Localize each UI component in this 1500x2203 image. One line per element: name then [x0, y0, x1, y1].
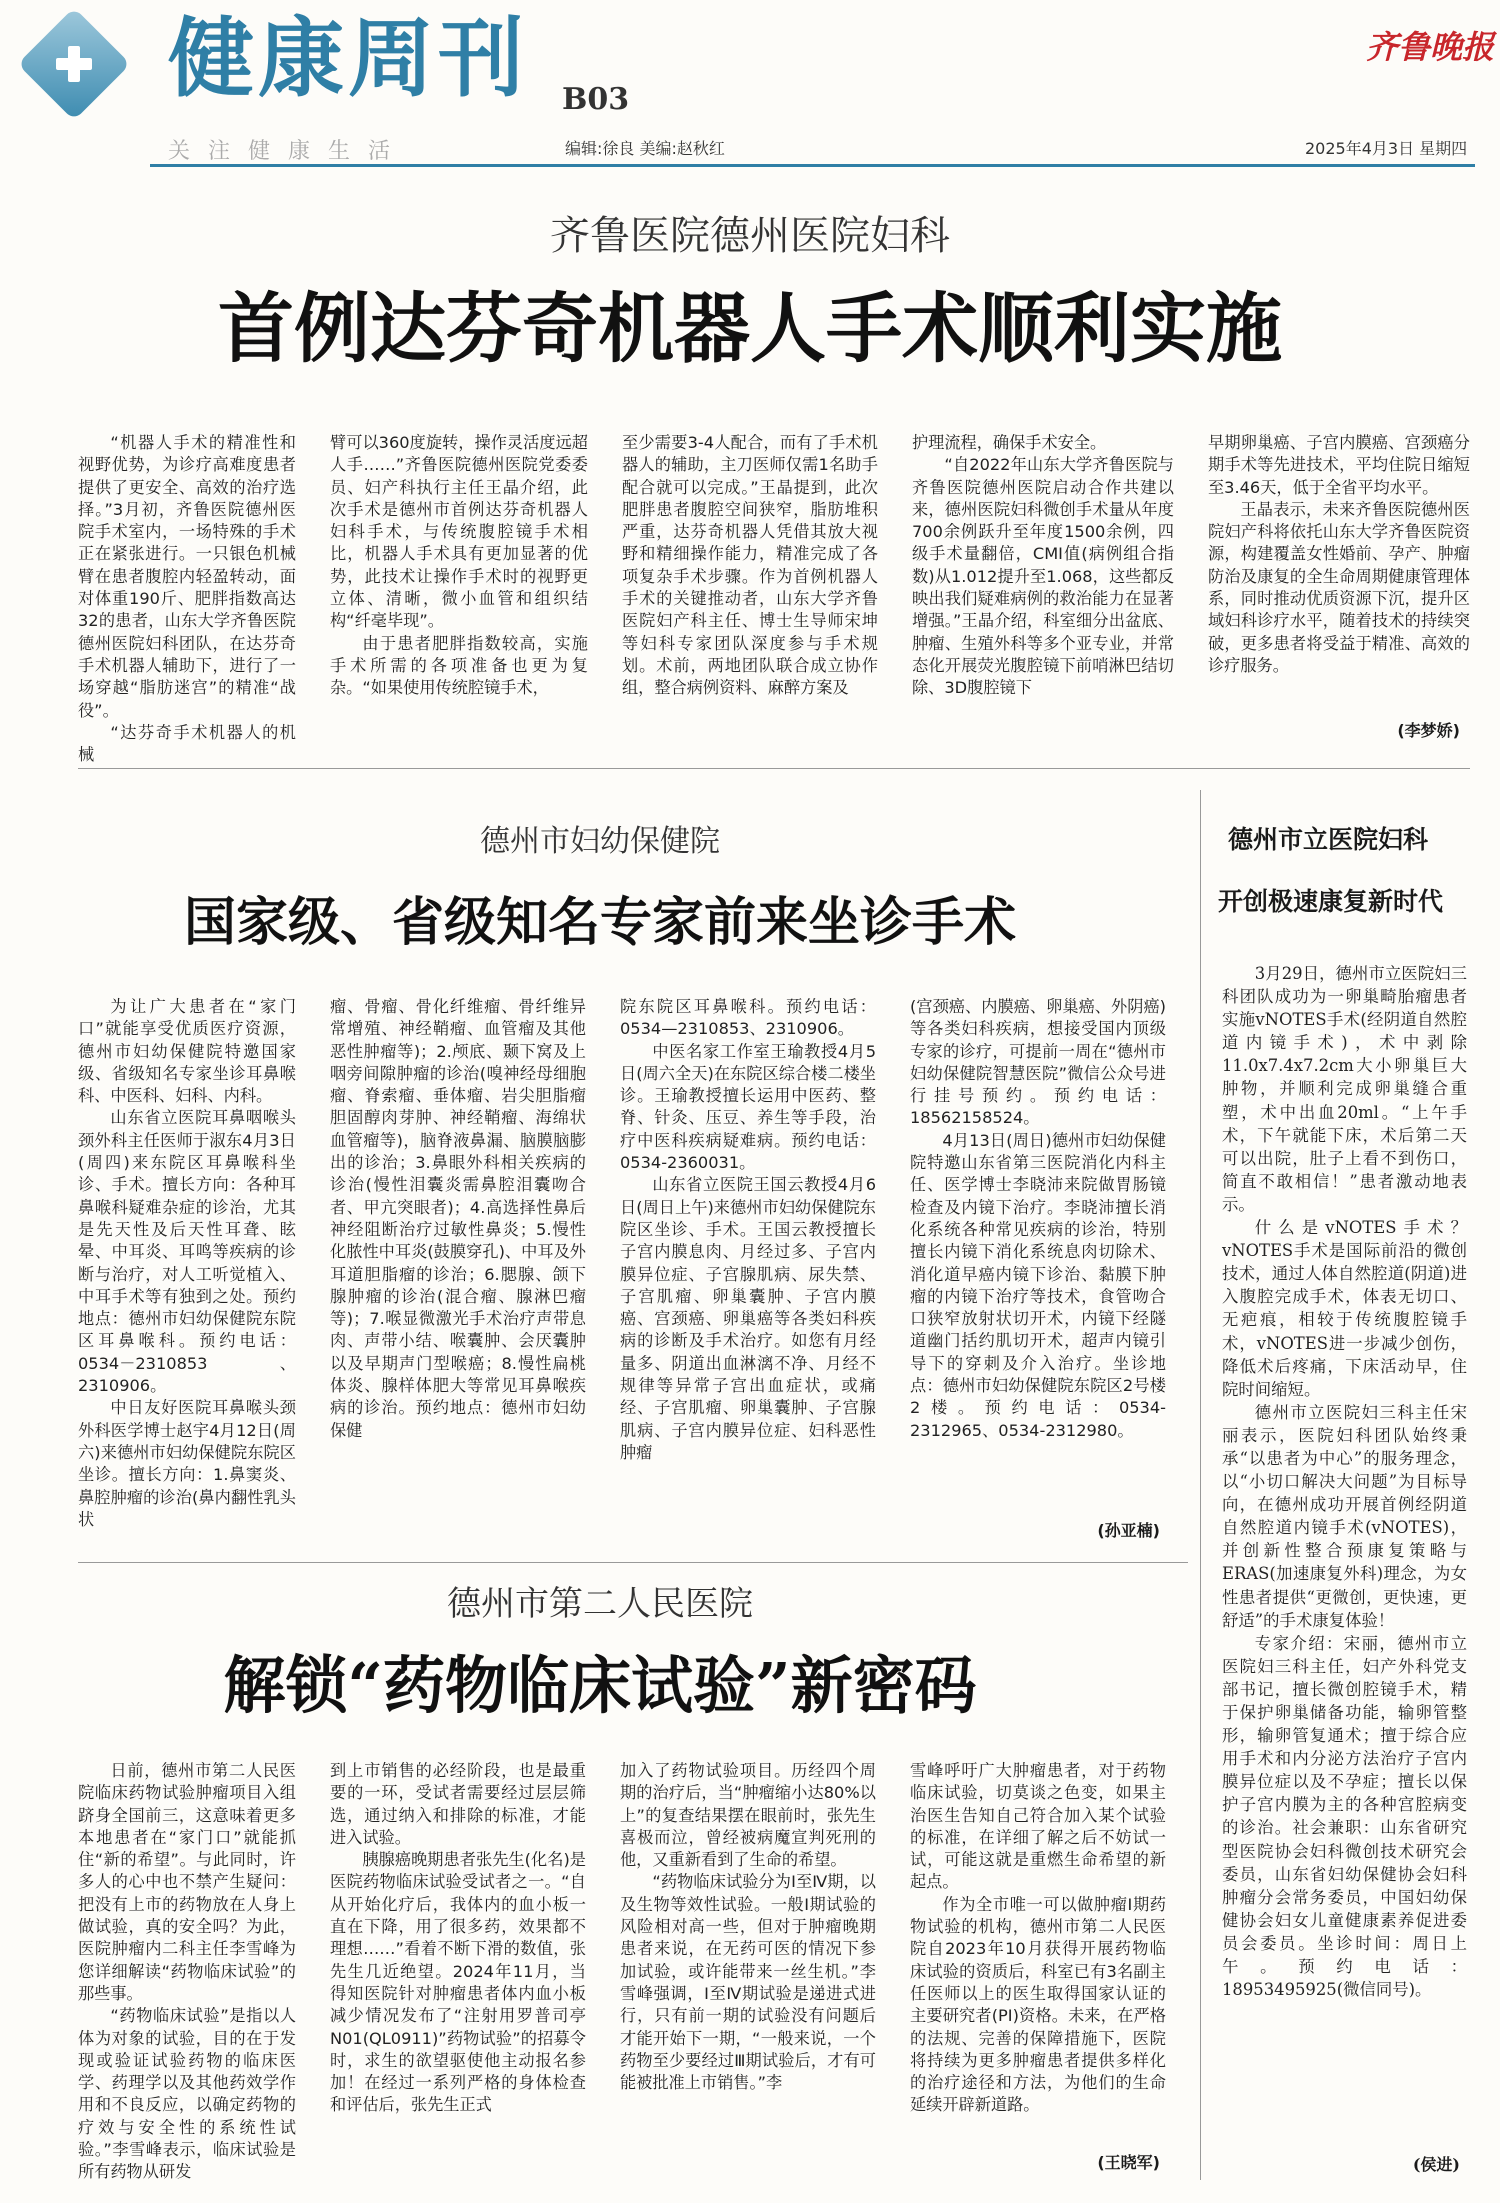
- paragraph: 作为全市唯一可以做肿瘤Ⅰ期药物试验的机构，德州市第二人民医院自2023年10月获得开展药物临床试验的资质后，科室已有3名副主任医师以上的医生取得国家认证的主要研究者(PI)资格。未来，在严格的法规、完善的保障措施下，医院将持续为更多肿瘤患者提供多样化的治疗途径和方法，为他们的生命延续开辟新道路。: [910, 1894, 1166, 2115]
- paragraph: 3月29日，德州市立医院妇三科团队成功为一卵巢畸胎瘤患者实施vNOTES手术(经阴道自然腔道内镜手术)，术中剥除11.0x7.4x7.2cm大小卵巢巨大肿物，并顺利完成卵巢缝合重塑，术中出血20ml。“上午手术，下午就能下床，术后第二天可以出院，肚子上看不到伤口，简直不敢相信！”患者激动地表示。: [1222, 964, 1467, 1214]
- article1-headline: 首例达芬奇机器人手术顺利实施: [218, 284, 1282, 373]
- paragraph: 胰腺癌晚期患者张先生(化名)是医院药物临床试验受试者之一。“自从开始化疗后，我体内的血小板一直在下降，用了很多药，效果都不理想……”看着不断下滑的数值，张先生几近绝望。2024年11月，当得知医院针对肿瘤患者体内血小板减少情况发布了“注射用罗普司亭N01(QL0911)”药物试验”的招募令时，求生的欲望驱使他主动报名参加！在经过一系列严格的身体检查和评估后，张先生正式: [330, 1850, 586, 2115]
- article3-byline: (王晓军): [1097, 2153, 1160, 2172]
- paragraph: “药物临床试验”是指以人体为对象的试验，目的在于发现或验证试验药物的临床医学、药理学以及其他药效学作用和不良反应，以确定药物的疗效与安全性的系统性试验。”李雪峰表示，临床试验是所有药物从研发: [78, 2006, 296, 2182]
- article2-column: [78, 996, 296, 1548]
- sidebar-divider: [1200, 790, 1201, 2180]
- sidebar-headline: 开创极速康复新时代: [1218, 887, 1444, 916]
- article2-column: [620, 996, 876, 1548]
- article3-kicker: 德州市第二人民医院: [447, 1584, 753, 1624]
- article2-kicker: 德州市妇幼保健院: [480, 824, 720, 859]
- article1-column: [912, 432, 1174, 744]
- paragraph: 4月13日(周日)德州市妇幼保健院特邀山东省第三医院消化内科主任、医学博士李晓沛来院做胃肠镜检查及内镜下治疗。李晓沛擅长消化系统各种常见疾病的诊治，特别擅长内镜下消化系统息肉切除术、消化道早癌内镜下诊治、黏膜下肿瘤的内镜下治疗等技术，食管吻合口狭窄放射状切开术，内镜下经隧道幽门括约肌切开术，超声内镜引导下的穿刺及介入治疗。坐诊地点：德州市妇幼保健院东院区2号楼2楼。预约电话：0534-2312965、0534-2312980。: [910, 1130, 1166, 1440]
- article2-column: [330, 996, 586, 1548]
- paragraph: 专家介绍：宋丽，德州市立医院妇三科主任，妇产外科党支部书记，擅长微创腔镜手术，精于保护卵巢储备功能，输卵管整形，输卵管复通术；擅于综合应用手术和内分泌方法治疗子宫内膜异位症以及不孕症；擅长以保护子宫内膜为主的各种宫腔病变的诊治。社会兼职：山东省研究型医院协会妇科微创技术研究会委员，山东省妇幼保健协会妇科肿瘤分会常务委员，中国妇幼保健协会妇女儿童健康素养促进委员会委员。坐诊时间：周日上午。预约电话：18953495925(微信同号)。: [1222, 1633, 1467, 2000]
- paragraph: 雪峰呼吁广大肿瘤患者，对于药物临床试验，切莫谈之色变，如果主治医生告知自己符合加入某个试验的标准，在详细了解之后不妨试一试，可能这就是重燃生命希望的新起点。: [910, 1761, 1166, 1892]
- article2-headline: 国家级、省级知名专家前来坐诊手术: [183, 892, 1016, 953]
- paragraph: 臂可以360度旋转，操作灵活度远超人手……”齐鲁医院德州医院党委委员、妇产科执行主任王晶介绍，此次手术是德州市首例达芬奇机器人妇科手术，与传统腹腔镜手术相比，机器人手术具有更加显著的优势，此技术让操作手术时的视野更立体、清晰，微小血管和组织结构“纤毫毕现”。: [330, 433, 588, 631]
- paragraph: 至少需要3-4人配合，而有了手术机器人的辅助，主刀医师仅需1名助手配合就可以完成。”王晶提到，此次肥胖患者腹腔空间狭窄，脂肪堆积严重，达芬奇机器人凭借其放大视野和精细操作能力，精准完成了各项复杂手术步骤。作为首例机器人手术的关键推动者，山东大学齐鲁医院妇产科主任、博士生导师宋坤等妇科专家团队深度参与手术规划。术前，两地团队联合成立协作组，整合病例资料、麻醉方案及: [622, 433, 878, 698]
- paragraph: 由于患者肥胖指数较高，实施手术所需的各项准备也更为复杂。“如果使用传统腔镜手术，: [330, 633, 588, 698]
- section-divider: [78, 1562, 1188, 1563]
- article1-column: [78, 432, 296, 765]
- paragraph: 什么是vNOTES手术？vNOTES手术是国际前沿的微创技术，通过人体自然腔道(阴道)进入腹腔完成手术，体表无切口、无疤痕，相较于传统腹腔镜手术，vNOTES进一步减少创伤，降低术后疼痛，下床活动早，住院时间缩短。: [1222, 1218, 1467, 1399]
- paragraph: 瘤、骨瘤、骨化纤维瘤、骨纤维异常增殖、神经鞘瘤、血管瘤及其他恶性肿瘤等)；2.颅底、颞下窝及上咽旁间隙肿瘤的诊治(嗅神经母细胞瘤、脊索瘤、垂体瘤、岩尖胆脂瘤胆固醇肉芽肿、神经鞘瘤、海绵状血管瘤等)，脑脊液鼻漏、脑膜脑膨出的诊治；3.鼻眼外科相关疾病的诊治(慢性泪囊炎需鼻腔泪囊吻合者、甲亢突眼者)；4.高选择性鼻后神经阻断治疗过敏性鼻炎；5.慢性化脓性中耳炎(鼓膜穿孔)、中耳及外耳道胆脂瘤的诊治；6.腮腺、颌下腺肿瘤的诊治(混合瘤、腺淋巴瘤等)；7.喉显微激光手术治疗声带息肉、声带小结、喉囊肿、会厌囊肿以及早期声门型喉癌；8.慢性扁桃体炎、腺样体肥大等常见耳鼻喉疾病的诊治。预约地点：德州市妇幼保健: [330, 997, 586, 1440]
- paragraph: 德州市立医院妇三科主任宋丽表示，医院妇科团队始终秉承“以患者为中心”的服务理念，以“小切口解决大问题”为目标导向，在德州成功开展首例经阴道自然腔道内镜手术(vNOTES)，并创新性整合预康复策略与ERAS(加速康复外科)理念，为女性患者提供“更微创，更快速，更舒适”的手术康复体验！: [1222, 1402, 1467, 1630]
- editors: 编辑:徐良 美编:赵秋红: [565, 139, 725, 158]
- article1-column: [330, 432, 588, 744]
- article1-kicker: 齐鲁医院德州医院妇科: [550, 213, 950, 259]
- article1-column: [622, 432, 878, 744]
- article3-column: [330, 1760, 586, 2178]
- paragraph: “自2022年山东大学齐鲁医院与齐鲁医院德州医院启动合作共建以来，德州医院妇科微创手术量从年度700余例跃升至年度1500余例，四级手术量翻倍，CMI值(病例组合指数)从1.012提升至1.068，这些都反映出我们疑难病例的救治能力在显著增强。”王晶介绍，科室细分出盆底、肿瘤、生殖外科等多个亚专业，并常态化开展荧光腹腔镜下前哨淋巴结切除、3D腹腔镜下: [912, 455, 1174, 698]
- sidebar-body: [1222, 962, 1467, 2152]
- paragraph: 山东省立医院耳鼻咽喉头颈外科主任医师于淑东4月3日(周四)来东院区耳鼻喉科坐诊、手术。擅长方向：各种耳鼻喉科疑难杂症的诊治，尤其是先天性及后天性耳聋、眩晕、中耳炎、耳鸣等疾病的诊断与治疗，对人工听觉植入、中耳手术等有独到之处。预约地点：德州市妇幼保健院东院区耳鼻喉科。预约电话：0534－2310853、2310906。: [78, 1108, 296, 1396]
- sidebar-byline: (侯进): [1412, 2155, 1460, 2174]
- article2-byline: (孙亚楠): [1097, 1521, 1160, 1540]
- newspaper-brand: 齐鲁晚报: [1366, 28, 1495, 66]
- article1-byline: (李梦娇): [1397, 721, 1460, 740]
- medical-cross-icon: [54, 44, 94, 84]
- paragraph: 山东省立医院王国云教授4月6日(周日上午)来德州市妇幼保健院东院区坐诊、手术。王国云教授擅长子宫内膜息肉、月经过多、子宫内膜异位症、子宫腺肌病、尿失禁、子宫肌瘤、卵巢囊肿、子宫内膜癌、宫颈癌、卵巢癌等各类妇科疾病的诊断及手术治疗。如您有月经量多、阴道出血淋漓不净、月经不规律等异常子宫出血症状，或痛经、子宫肌瘤、卵巢囊肿、子宫腺肌病、子宫内膜异位症、妇科恶性肿瘤: [620, 1175, 876, 1462]
- paragraph: 到上市销售的必经阶段，也是最重要的一环，受试者需要经过层层筛选，通过纳入和排除的标准，才能进入试验。: [330, 1761, 586, 1847]
- article3-column: [910, 1760, 1166, 2156]
- paragraph: 中医名家工作室王瑜教授4月5日(周六全天)在东院区综合楼二楼坐诊。王瑜教授擅长运用中医药、整脊、针灸、压豆、养生等手段，治疗中医科疾病疑难病。预约电话：0534-2360031。: [620, 1041, 876, 1173]
- paragraph: 加入了药物试验项目。历经四个周期的治疗后，当“肿瘤缩小达80%以上”的复查结果摆在眼前时，张先生喜极而泣，曾经被病魔宣判死刑的他，又重新看到了生命的希望。: [620, 1761, 876, 1870]
- paragraph: 中日友好医院耳鼻喉头颈外科医学博士赵宇4月12日(周六)来德州市妇幼保健院东院区坐诊。擅长方向：1.鼻窦炎、鼻腔肿瘤的诊治(鼻内翻性乳头状: [78, 1398, 296, 1529]
- article1-column: [1208, 432, 1470, 722]
- masthead-rule: [150, 164, 1475, 167]
- sidebar-kicker: 德州市立医院妇科: [1228, 825, 1429, 854]
- article3-column: [620, 1760, 876, 2178]
- paragraph: “达芬奇手术机器人的机械: [78, 722, 296, 765]
- paragraph: “机器人手术的精准性和视野优势，为诊疗高难度患者提供了更安全、高效的治疗选择。”3月初，齐鲁医院德州医院手术室内，一场特殊的手术正在紧张进行。一只银色机械臂在患者腹腔内轻盈转动，面对体重190斤、肥胖指数高达32的患者，山东大学齐鲁医院德州医院妇科团队，在达芬奇手术机器人辅助下，进行了一场穿越“脂肪迷宫”的精准“战役”。: [78, 433, 296, 720]
- paragraph: (宫颈癌、内膜癌、卵巢癌、外阴癌)等各类妇科疾病，想接受国内顶级专家的诊疗，可提前一周在“德州市妇幼保健院智慧医院”微信公众号进行挂号预约。预约电话：18562158524。: [910, 997, 1166, 1128]
- paragraph: 为让广大患者在“家门口”就能享受优质医疗资源，德州市妇幼保健院特邀国家级、省级知名专家坐诊耳鼻喉科、中医科、妇科、内科。: [78, 997, 296, 1106]
- paragraph: 护理流程，确保手术安全。: [912, 433, 1107, 452]
- paragraph: “药物临床试验分为Ⅰ至Ⅳ期，以及生物等效性试验。一般Ⅰ期试验的风险相对高一些，但对于肿瘤晚期患者来说，在无药可医的情况下参加试验，或许能带来一丝生机。”李雪峰强调，Ⅰ至Ⅳ期试验是递进式进行，只有前一期的试验没有问题后才能开始下一期，“一般来说，一个药物至少要经过Ⅲ期试验后，才有可能被批准上市销售。”李: [620, 1872, 876, 2093]
- article3-column: [78, 1760, 296, 2182]
- section-title: 健康周刊: [168, 9, 528, 109]
- issue-date: 2025年4月3日 星期四: [1305, 139, 1468, 158]
- paragraph: 王晶表示，未来齐鲁医院德州医院妇产科将依托山东大学齐鲁医院资源，构建覆盖女性婚前、孕产、肿瘤防治及康复的全生命周期健康管理体系，同时推动优质资源下沉，提升区域妇科诊疗水平，随着技术的持续突破，更多患者将受益于精准、高效的诊疗服务。: [1208, 499, 1470, 675]
- article3-headline: 解锁“药物临床试验”新密码: [223, 1649, 977, 1722]
- page-number: B03: [562, 82, 630, 117]
- slogan: 关注健康生活: [168, 139, 409, 164]
- paragraph: 日前，德州市第二人民医院临床药物试验肿瘤项目入组跻身全国前三，这意味着更多本地患者在“家门口”就能抓住“新的希望”。与此同时，许多人的心中也不禁产生疑问：把没有上市的药物放在人身上做试验，真的安全吗？为此，医院肿瘤内二科主任李雪峰为您详细解读“药物临床试验”的那些事。: [78, 1761, 296, 2003]
- paragraph: 早期卵巢癌、子宫内膜癌、宫颈癌分期手术等先进技术，平均住院日缩短至3.46天，低于全省平均水平。: [1208, 433, 1470, 497]
- paragraph: 院东院区耳鼻喉科。预约电话：0534—2310853、2310906。: [620, 997, 876, 1039]
- section-divider: [78, 768, 1470, 769]
- article2-column: [910, 996, 1166, 1524]
